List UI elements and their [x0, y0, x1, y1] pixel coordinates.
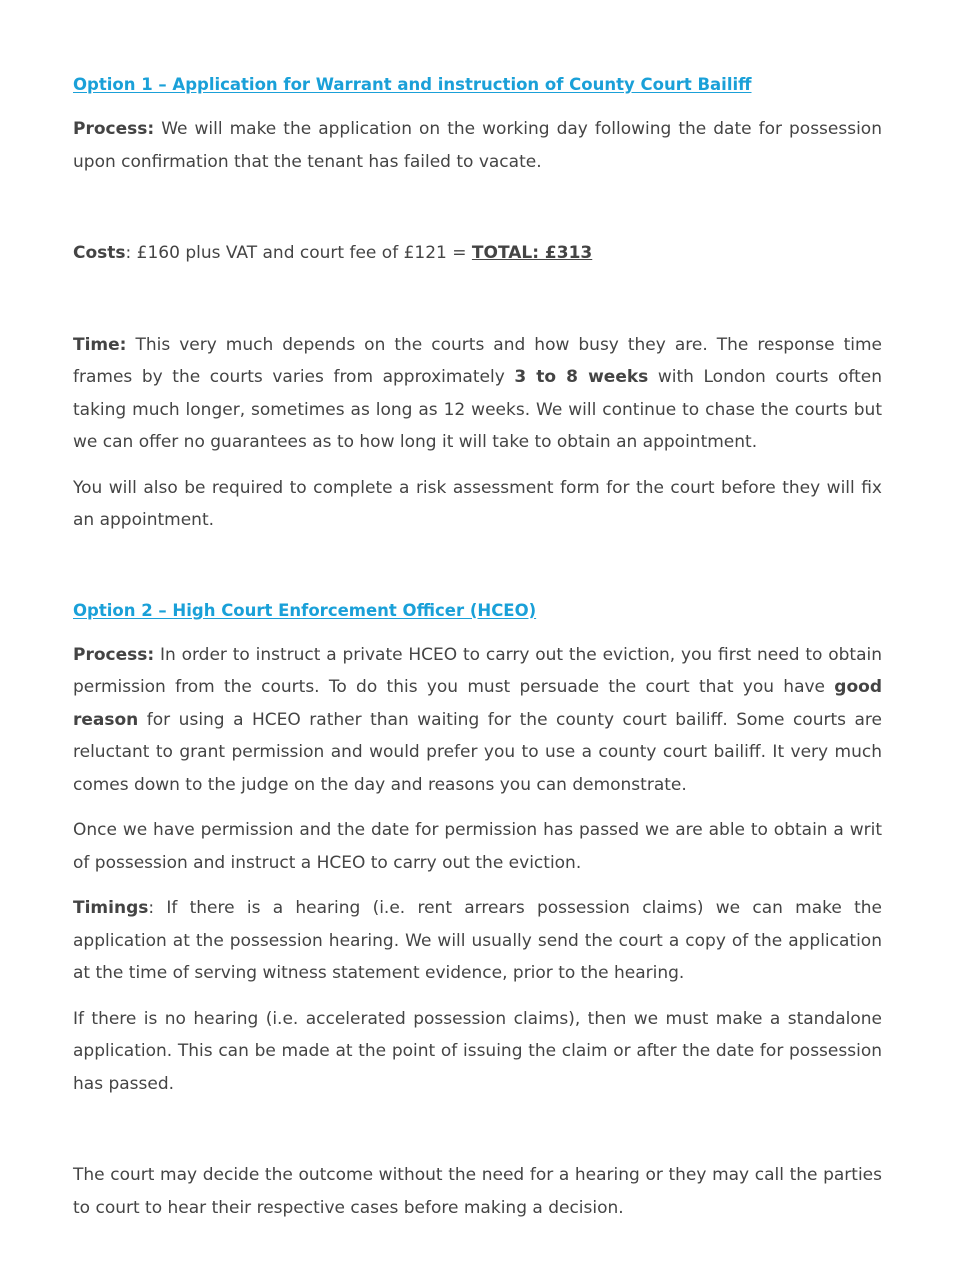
- option-1-process-text: We will make the application on the working day following the date for possession upon confirmation that the tenant has failed to vacate.: [73, 119, 882, 172]
- option-2-process-emphasis: good reason: [73, 677, 882, 730]
- option-1-costs-label: Costs: [73, 243, 126, 263]
- option-2-outcome-paragraph: The court may decide the outcome without the need for a hearing or they may call the parties to court to hear their respective cases before making a decision.: [73, 1165, 882, 1218]
- option-2-process-text-1: In order to instruct a private HCEO to carry out the eviction, you first need to obtain permission from the courts. To do this you must persuade the court that you have: [73, 644, 882, 697]
- option-1-heading: Option 1 – Application for Warrant and instruction of County Court Bailiff: [73, 75, 752, 94]
- option-1-process-label: Process:: [73, 119, 155, 139]
- option-2-permission-paragraph: Once we have permission and the date for permission has passed we are able to obtain a writ of possession and instruct a HCEO to carry out the eviction.: [73, 820, 882, 873]
- option-2-timings-label: Timings: [73, 898, 149, 918]
- option-2-no-hearing-paragraph: If there is no hearing (i.e. accelerated possession claims), then we must make a standalone application. This can be made at the point of issuing the claim or after the date for possession has passed.: [73, 1008, 882, 1094]
- option-1-costs-total: TOTAL: £313: [471, 243, 593, 263]
- document-page: [73, 70, 882, 1224]
- option-2-process-text-2: for using a HCEO rather than waiting for the county court bailiff. Some courts are reluctant to grant permission and would prefer you to use a county court bailiff. It very much comes down to the judge on the day and reasons you can demonstrate.: [73, 709, 882, 795]
- option-2-heading: Option 2 – High Court Enforcement Officer (HCEO): [73, 600, 537, 620]
- option-2-timings-paragraph: [73, 892, 882, 990]
- option-1-risk-paragraph: You will also be required to complete a risk assessment form for the court before they will fix an appointment.: [73, 477, 882, 530]
- option-1-process-paragraph: [73, 113, 882, 178]
- option-1-costs-text: : £160 plus VAT and court fee of £121 =: [125, 243, 472, 263]
- option-2-process-paragraph: [73, 639, 882, 802]
- option-1-costs-paragraph: [73, 237, 882, 270]
- option-1-time-emphasis: 3 to 8 weeks: [514, 367, 649, 387]
- option-1-time-text-2: with London courts often taking much longer, sometimes as long as 12 weeks. We will continue to chase the courts but we can offer no guarantees as to how long it will take to obtain an appointment.: [73, 367, 882, 452]
- option-1-time-paragraph: [73, 329, 882, 459]
- option-2-process-label: Process:: [73, 644, 155, 665]
- option-1-time-text-1: This very much depends on the courts and how busy they are. The response time frames by the courts varies from approximately: [73, 334, 882, 387]
- option-1-time-label: Time:: [73, 334, 127, 355]
- option-2-timings-text: : If there is a hearing (i.e. rent arrears possession claims) we can make the application at the possession hearing. We will usually send the court a copy of the application at the time of serving witness statement evidence, prior to the hearing.: [73, 898, 882, 983]
